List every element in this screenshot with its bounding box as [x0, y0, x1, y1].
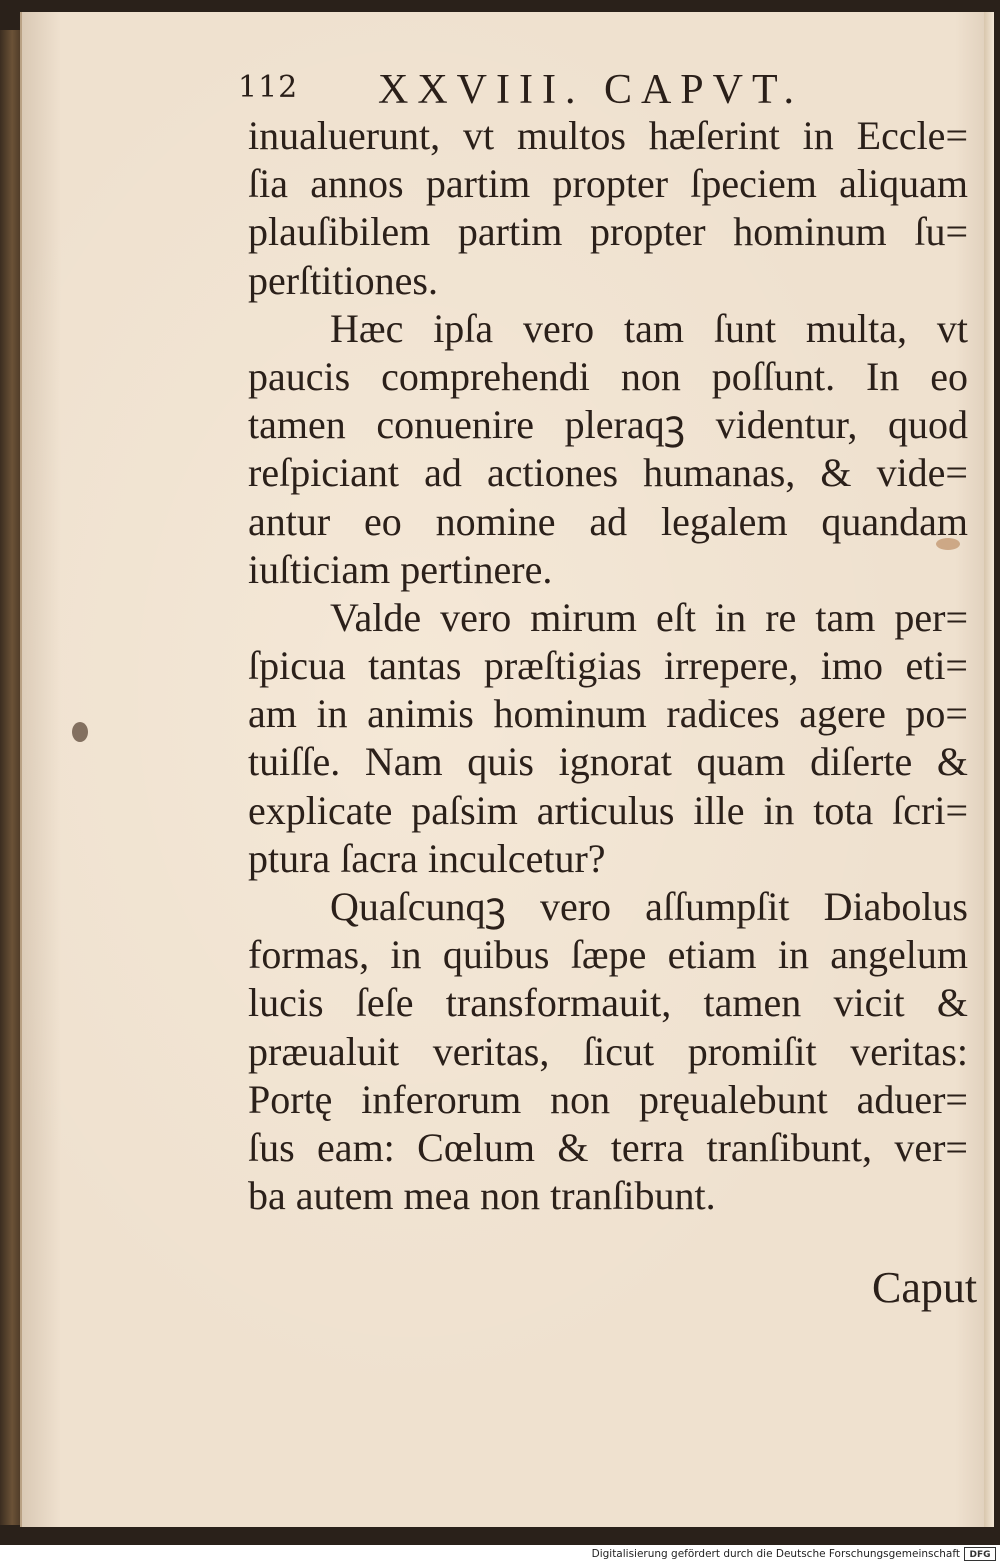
- book-cover-edge: [0, 30, 22, 1525]
- text-line: ſia annos partim propter ſpeciem aliquam: [248, 161, 968, 207]
- text-line: Quaſcunqꝫ vero aſſumpſit Diabolus: [330, 884, 968, 929]
- footer-bar: [0, 1545, 1000, 1563]
- funding-credit: Digitalisierung gefördert durch die Deutsche Forschungsgemeinschaft: [591, 1548, 960, 1560]
- page-edge: [984, 12, 994, 1527]
- text-line: inualuerunt, vt multos hæſerint in Eccle=: [248, 113, 968, 158]
- text-line: lucis ſeſe transformauit, tamen vicit &: [248, 980, 968, 1026]
- text-line: tuiſſe. Nam quis ignorat quam diſerte &: [248, 739, 968, 785]
- catchword: Caput: [872, 1263, 978, 1312]
- text-line: am in animis hominum radices agere po=: [248, 691, 968, 737]
- text-line: perſtitiones.: [248, 257, 438, 303]
- text-line: ſpicua tantas præſtigias irrepere, imo eti=: [248, 643, 968, 689]
- text-line: ptura ſacra inculcetur?: [248, 835, 606, 881]
- text-line: explicate paſsim articulus ille in tota ſcri=: [248, 787, 968, 833]
- text-line: reſpiciant ad actiones humanas, & vide=: [248, 450, 968, 496]
- ink-stain: [72, 722, 88, 742]
- text-line: ſus eam: Cœlum & terra tranſibunt, ver=: [248, 1124, 968, 1170]
- text-line: paucis comprehendi non poſſunt. In eo: [248, 353, 968, 399]
- text-line: iuſticiam pertinere.: [248, 546, 553, 592]
- text-line: Hæc ipſa vero tam ſunt multa, vt: [330, 305, 968, 351]
- chapter-title: XXVIII. CAPVT.: [378, 67, 804, 113]
- text-line: præualuit veritas, ſicut promiſit veritas:: [248, 1028, 968, 1074]
- page-number: 112: [238, 70, 299, 105]
- text-line: antur eo nomine ad legalem quandam: [248, 498, 968, 544]
- text-line: Portę inferorum non pręualebunt aduer=: [248, 1076, 968, 1122]
- text-line: plauſibilem partim propter hominum ſu=: [248, 209, 968, 255]
- running-head: [238, 66, 838, 116]
- text-line: ba autem mea non tranſibunt.: [248, 1173, 716, 1219]
- text-line: Valde vero mirum eſt in re tam per=: [330, 594, 968, 640]
- text-line: tamen conuenire pleraqꝫ videntur, quod: [248, 402, 968, 448]
- body-text: [248, 112, 968, 1220]
- dfg-logo: DFG: [964, 1547, 996, 1561]
- text-line: formas, in quibus ſæpe etiam in angelum: [248, 932, 968, 978]
